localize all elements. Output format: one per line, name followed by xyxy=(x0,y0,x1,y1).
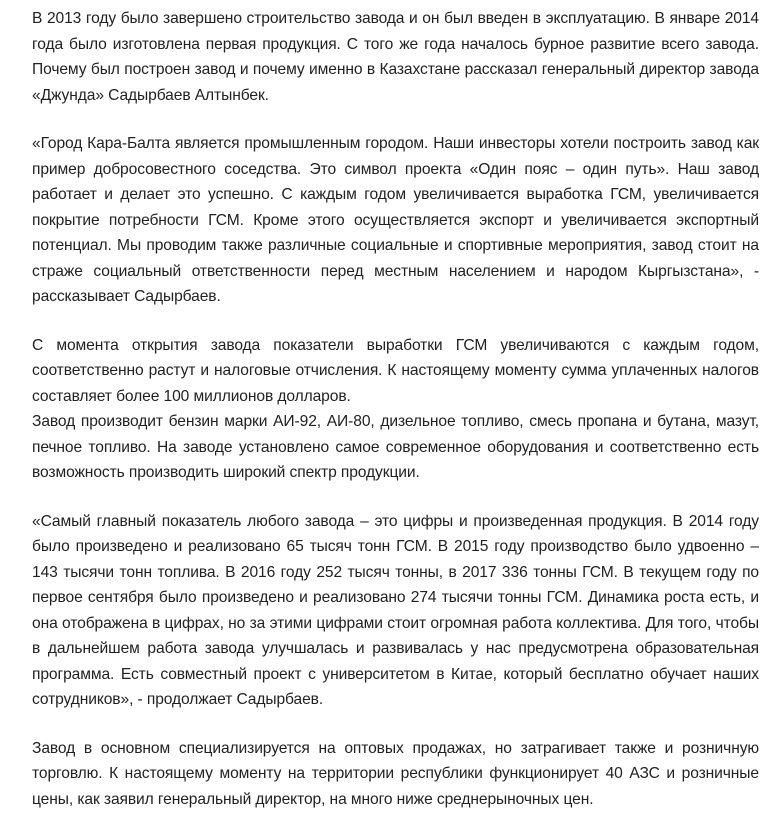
article-paragraph-2: «Город Кара-Балта является промышленным городом. Наши инвесторы хотели построить завод как пример добросовестного соседства. Это символ проекта «Один пояс – один путь». Наш завод работает и делает это успешно. С каждым годом увеличивается выработка ГСМ, увеличивается покрытие потребности ГСМ. Кроме этого осуществляется экспорт и увеличивается экспортный потенциал. Мы проводим также различные социальные и спортивные мероприятия, завод стоит на страже социальный ответственности перед местным населением и народом Кыргызстана», - рассказывает Садырбаев. xyxy=(32,135,759,305)
article-paragraph-3: С момента открытия завода показатели выработки ГСМ увеличиваются с каждым годом, соответственно растут и налоговые отчисления. К настоящему моменту сумма уплаченных налогов составляет более 100 миллионов долларов. xyxy=(32,336,759,405)
article-paragraph-5: «Самый главный показатель любого завода – это цифры и произведенная продукция. В 2014 году было произведено и реализовано 65 тысяч тонн ГСМ. В 2015 году производство было удвоенно – 143 тысячи тонн топлива. В 2016 году 252 тысяч тонны, в 2017 336 тонны ГСМ. В текущем году по первое сентября было произведено и реализовано 274 тысячи тонны ГСМ. Динамика роста есть, и она отображена в цифрах, но за этими цифрами стоит огромная работа коллектива. Для того, чтобы в дальнейшем работа завода улучшалась и развивалась у нас предусмотрена образовательная программа. Есть совместный проект с университетом в Китае, который бесплатно обучает наших сотрудников», - продолжает Садырбаев. xyxy=(32,512,759,708)
article-paragraph-6: Завод в основном специализируется на оптовых продажах, но затрагивает также и розничную торговлю. К настоящему моменту на территории республики функционирует 40 АЗС и розничные цены, как заявил генеральный директор, на много ниже среднерыночных цен. xyxy=(32,739,759,808)
article-paragraph-4: Завод производит бензин марки АИ-92, АИ-80, дизельное топливо, смесь пропана и бутана, мазут, печное топливо. На заводе установлено самое современное оборудования и соответственно есть возможность производить широкий спектр продукции. xyxy=(32,413,759,481)
article-paragraph-1: В 2013 году было завершено строительство завода и он был введен в эксплуатацию. В январе 2014 года было изготовлена первая продукция. С того же года началось бурное развитие всего завода. Почему был построен завод и почему именно в Казахстане рассказал генеральный директор завода «Джунда» Садырбаев Алтынбек. xyxy=(32,10,759,104)
